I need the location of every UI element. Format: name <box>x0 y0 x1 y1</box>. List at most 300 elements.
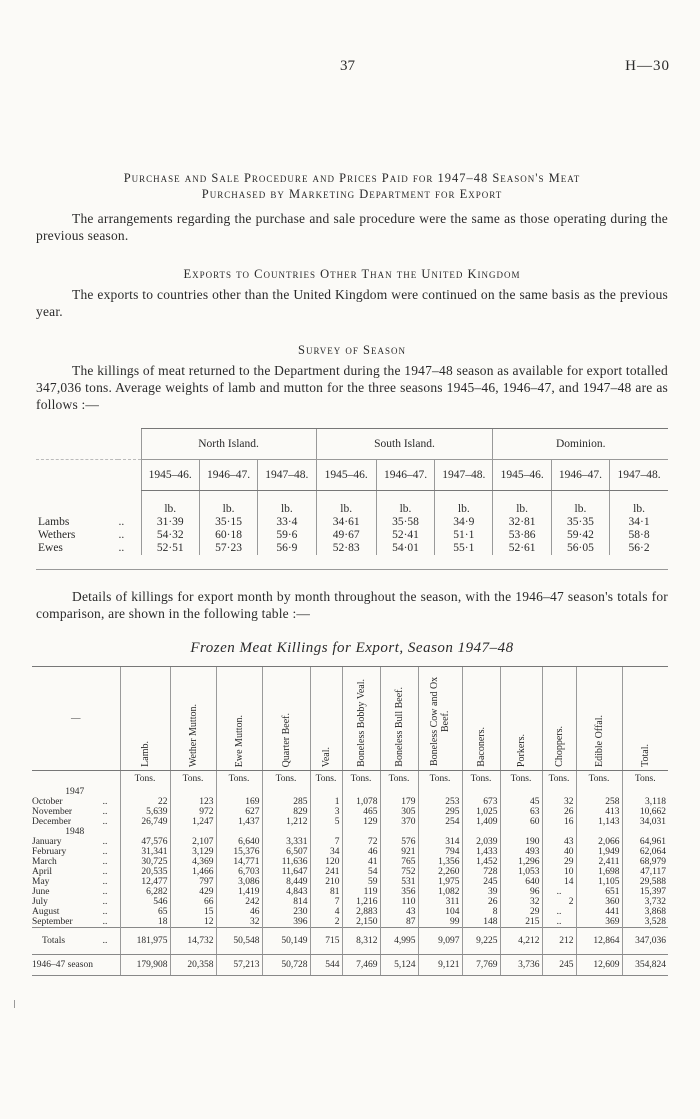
killing-value: 814 <box>262 897 310 907</box>
unit-label: Tons. <box>342 771 380 787</box>
leader-dots: .. <box>118 529 125 541</box>
column-header <box>262 667 310 771</box>
month-label-cell <box>32 867 120 877</box>
killing-value: 441 <box>576 907 622 917</box>
unit-label: lb. <box>493 491 551 517</box>
comparison-value: 12,609 <box>576 954 622 975</box>
column-wether-mutton: Wether Mutton. <box>187 703 199 767</box>
weights-row <box>36 542 668 555</box>
weight-value: 52·41 <box>376 529 434 542</box>
killing-value: 6,703 <box>216 867 262 877</box>
killing-value: 829 <box>262 807 310 817</box>
killing-value: 10 <box>542 867 576 877</box>
weights-row <box>36 529 668 542</box>
killing-value: 1,143 <box>576 817 622 827</box>
month-row <box>32 847 668 857</box>
month-label-cell <box>32 897 120 907</box>
leader-dots: .. <box>102 886 108 897</box>
killing-value: 210 <box>310 877 342 887</box>
column-total: Total. <box>639 744 651 767</box>
month-row <box>32 867 668 877</box>
comparison-value: 544 <box>310 954 342 975</box>
total-value: 4,995 <box>380 927 418 954</box>
year-header: 1946–47. <box>551 460 609 491</box>
killing-value: 30,725 <box>120 857 170 867</box>
unit-label: lb. <box>141 491 199 517</box>
killing-value: 3,868 <box>622 907 668 917</box>
killing-value: 29 <box>500 907 542 917</box>
unit-label: lb. <box>316 491 376 517</box>
killing-value: 311 <box>418 897 462 907</box>
killing-value: 31,341 <box>120 847 170 857</box>
unit-label: Tons. <box>418 771 462 787</box>
killing-value: 7 <box>310 897 342 907</box>
blank-cell <box>542 827 576 837</box>
killing-value: 1,433 <box>462 847 500 857</box>
killing-value: 10,662 <box>622 807 668 817</box>
column-boneless-bobby-veal: Boneless Bobby Veal. <box>355 679 367 767</box>
leader-dots: .. <box>102 935 108 946</box>
unit-label: lb. <box>376 491 434 517</box>
killing-value: 576 <box>380 837 418 847</box>
unit-label: Tons. <box>216 771 262 787</box>
blank-cell <box>380 787 418 797</box>
killing-value: 34,031 <box>622 817 668 827</box>
weight-value: 35·35 <box>551 516 609 529</box>
leader-dots: .. <box>102 916 108 927</box>
weight-value: 35·15 <box>199 516 257 529</box>
killing-value: 16 <box>542 817 576 827</box>
total-value: 181,975 <box>120 927 170 954</box>
killing-value: 2 <box>542 897 576 907</box>
killing-value: 1,975 <box>418 877 462 887</box>
unit-label: Tons. <box>500 771 542 787</box>
blank-cell <box>500 787 542 797</box>
month-row <box>32 857 668 867</box>
totals-label-cell <box>32 927 120 954</box>
unit-label: Tons. <box>120 771 170 787</box>
killing-value: 1,105 <box>576 877 622 887</box>
killing-value: 627 <box>216 807 262 817</box>
page-reference: H—30 <box>625 58 670 74</box>
killing-value: 1,949 <box>576 847 622 857</box>
column-header <box>500 667 542 771</box>
killing-value: 5,639 <box>120 807 170 817</box>
comparison-value: 7,469 <box>342 954 380 975</box>
year-header: 1947–48. <box>435 460 493 491</box>
unit-label: Tons. <box>462 771 500 787</box>
month-label: September <box>32 916 73 927</box>
killing-value: 46 <box>216 907 262 917</box>
killing-value: 1,053 <box>500 867 542 877</box>
year-header: 1946–47. <box>376 460 434 491</box>
year-label: 1948 <box>65 826 85 837</box>
month-label: November <box>32 806 73 817</box>
killing-value: 15,397 <box>622 887 668 897</box>
year-header: 1947–48. <box>610 460 668 491</box>
killing-value: 18 <box>120 917 170 928</box>
killing-value: 11,636 <box>262 857 310 867</box>
killing-value: 1,466 <box>170 867 216 877</box>
killing-value: 285 <box>262 797 310 807</box>
killing-value: 2,150 <box>342 917 380 928</box>
killing-value: 3,732 <box>622 897 668 907</box>
unit-label: lb. <box>610 491 668 517</box>
killing-value: 179 <box>380 797 418 807</box>
units-row <box>32 771 668 787</box>
killing-value: 752 <box>380 867 418 877</box>
month-label-cell <box>32 877 120 887</box>
killing-value: 66 <box>170 897 216 907</box>
killing-value: 1 <box>310 797 342 807</box>
weight-value: 33·4 <box>258 516 316 529</box>
weight-value: 51·1 <box>435 529 493 542</box>
killing-value: 46 <box>342 847 380 857</box>
killing-value: 921 <box>380 847 418 857</box>
column-boneless-cow-ox-beef: Boneless Cow and Ox Beef. <box>429 676 451 766</box>
year-header: 1947–48. <box>258 460 316 491</box>
month-row <box>32 877 668 887</box>
killing-value: 62,064 <box>622 847 668 857</box>
column-header <box>418 667 462 771</box>
killing-value: 3,118 <box>622 797 668 807</box>
month-row <box>32 807 668 817</box>
comparison-value: 3,736 <box>500 954 542 975</box>
killing-value: 493 <box>500 847 542 857</box>
unit-label: lb. <box>435 491 493 517</box>
group-dominion: Dominion. <box>493 429 668 460</box>
weight-value: 56·05 <box>551 542 609 555</box>
killing-value: 413 <box>576 807 622 817</box>
weight-value: 34·1 <box>610 516 668 529</box>
weight-value: 54·01 <box>376 542 434 555</box>
weight-value: 31·39 <box>141 516 199 529</box>
total-value: 212 <box>542 927 576 954</box>
margin-mark <box>14 1000 15 1008</box>
killing-value: 26 <box>542 807 576 817</box>
unit-label: Tons. <box>380 771 418 787</box>
month-label: August <box>32 906 60 917</box>
column-veal: Veal. <box>320 746 332 767</box>
killing-value: 465 <box>342 807 380 817</box>
killing-value: 2,066 <box>576 837 622 847</box>
heading-line-1: Purchase and Sale Procedure and Prices Paid for 1947–48 Season's Meat <box>123 171 581 185</box>
month-row <box>32 907 668 917</box>
blank-cell <box>120 787 170 797</box>
killing-value: 2,107 <box>170 837 216 847</box>
leader-dots: .. <box>102 796 108 807</box>
month-label: April <box>32 866 53 877</box>
leader-dots: .. <box>102 866 108 877</box>
killing-value: 4 <box>310 907 342 917</box>
killing-value: 253 <box>418 797 462 807</box>
killing-value: 45 <box>500 797 542 807</box>
weight-value: 52·61 <box>493 542 551 555</box>
row-label: Wethers <box>38 529 76 541</box>
column-porkers: Porkers. <box>515 733 527 767</box>
killing-value: 68,979 <box>622 857 668 867</box>
killing-value: 2,411 <box>576 857 622 867</box>
killings-header-row <box>32 667 668 771</box>
leader-dots: .. <box>102 836 108 847</box>
killing-value: 797 <box>170 877 216 887</box>
killing-value: 314 <box>418 837 462 847</box>
year-header: 1945–46. <box>141 460 199 491</box>
killing-value: 4,843 <box>262 887 310 897</box>
comparison-value: 245 <box>542 954 576 975</box>
killing-value: 1,409 <box>462 817 500 827</box>
weight-value: 59·6 <box>258 529 316 542</box>
column-header <box>310 667 342 771</box>
weight-value: 54·32 <box>141 529 199 542</box>
killing-value: 96 <box>500 887 542 897</box>
unit-label: lb. <box>258 491 316 517</box>
killing-value: 120 <box>310 857 342 867</box>
month-label: December <box>32 816 72 827</box>
killing-value: 41 <box>342 857 380 867</box>
killing-value: 32 <box>542 797 576 807</box>
killing-value: 640 <box>500 877 542 887</box>
row-label: Ewes <box>38 542 63 554</box>
column-header <box>576 667 622 771</box>
killing-value: 241 <box>310 867 342 877</box>
totals-label: Totals <box>42 935 66 946</box>
month-label-cell <box>32 837 120 847</box>
blank-cell <box>342 827 380 837</box>
blank-cell <box>622 787 668 797</box>
killing-value: 305 <box>380 807 418 817</box>
column-ewe-mutton: Ewe Mutton. <box>233 714 245 767</box>
year-header: 1946–47. <box>199 460 257 491</box>
year-label: 1947 <box>65 786 85 797</box>
weight-value: 52·51 <box>141 542 199 555</box>
month-label-cell <box>32 807 120 817</box>
total-value: 14,732 <box>170 927 216 954</box>
killing-value: 1,296 <box>500 857 542 867</box>
unit-label: Tons. <box>576 771 622 787</box>
column-header <box>216 667 262 771</box>
leader-dots: .. <box>102 856 108 867</box>
killing-value: 5 <box>310 817 342 827</box>
column-lamb: Lamb. <box>139 741 151 767</box>
killing-value: 794 <box>418 847 462 857</box>
killing-value: 63 <box>500 807 542 817</box>
killing-value: 3,528 <box>622 917 668 928</box>
killing-value: 29 <box>542 857 576 867</box>
killing-value: 242 <box>216 897 262 907</box>
killing-value: 3,086 <box>216 877 262 887</box>
month-row <box>32 837 668 847</box>
killing-value: 99 <box>418 917 462 928</box>
weight-value: 57·23 <box>199 542 257 555</box>
page-header <box>0 58 700 78</box>
killing-value: 59 <box>342 877 380 887</box>
blank-cell <box>120 827 170 837</box>
unit-label: Tons. <box>310 771 342 787</box>
blank-cell <box>170 787 216 797</box>
month-row <box>32 897 668 907</box>
killing-value: 258 <box>576 797 622 807</box>
month-label-cell <box>32 797 120 807</box>
killing-value: 651 <box>576 887 622 897</box>
month-label-cell <box>32 857 120 867</box>
killing-value: 728 <box>462 867 500 877</box>
exports-paragraph: The exports to countries other than the United Kingdom were continued on the same basis as the previous year. <box>36 287 668 319</box>
comparison-value: 9,121 <box>418 954 462 975</box>
total-value: 9,097 <box>418 927 462 954</box>
killing-value: 32 <box>216 917 262 928</box>
killing-value: 1,419 <box>216 887 262 897</box>
killing-value: 47,576 <box>120 837 170 847</box>
comparison-label: 1946–47 season <box>32 954 120 975</box>
killing-value: 3,331 <box>262 837 310 847</box>
killings-table <box>32 666 668 976</box>
killing-value: 429 <box>170 887 216 897</box>
killings-rows <box>32 771 668 976</box>
column-header <box>622 667 668 771</box>
total-value: 9,225 <box>462 927 500 954</box>
killing-value: 370 <box>380 817 418 827</box>
leader-dots: .. <box>102 846 108 857</box>
blank-cell <box>262 827 310 837</box>
leader-dots: .. <box>118 542 125 554</box>
blank-cell <box>418 787 462 797</box>
killing-value: 1,212 <box>262 817 310 827</box>
blank-cell <box>262 787 310 797</box>
blank-cell <box>310 827 342 837</box>
year-header: 1945–46. <box>316 460 376 491</box>
killing-value: 1,437 <box>216 817 262 827</box>
killing-value: 369 <box>576 917 622 928</box>
killing-value: 765 <box>380 857 418 867</box>
section-heading-survey: Survey of Season <box>298 343 406 357</box>
killing-value: .. <box>542 917 576 928</box>
killing-value: 87 <box>380 917 418 928</box>
month-label-cell <box>32 817 120 827</box>
killing-value: 123 <box>170 797 216 807</box>
weights-row <box>36 516 668 529</box>
killing-value: 360 <box>576 897 622 907</box>
weight-value: 59·42 <box>551 529 609 542</box>
killing-value: 26,749 <box>120 817 170 827</box>
row-label: Lambs <box>38 516 70 528</box>
column-quarter-beef: Quarter Beef. <box>280 712 292 767</box>
blank-cell <box>170 827 216 837</box>
column-header <box>120 667 170 771</box>
month-label-cell <box>32 917 120 928</box>
total-value: 50,149 <box>262 927 310 954</box>
killing-value: 2,883 <box>342 907 380 917</box>
month-label: October <box>32 796 63 807</box>
killing-value: 15 <box>170 907 216 917</box>
weight-value: 58·8 <box>610 529 668 542</box>
killing-value: 65 <box>120 907 170 917</box>
total-value: 347,036 <box>622 927 668 954</box>
average-weights-table <box>36 428 668 570</box>
month-row <box>32 887 668 897</box>
killing-value: 12,477 <box>120 877 170 887</box>
comparison-value: 179,908 <box>120 954 170 975</box>
killing-value: 54 <box>342 867 380 877</box>
killing-value: 6,640 <box>216 837 262 847</box>
month-row <box>32 817 668 827</box>
leader-dots: .. <box>102 896 108 907</box>
comparison-value: 354,824 <box>622 954 668 975</box>
killing-value: 12 <box>170 917 216 928</box>
total-value: 4,212 <box>500 927 542 954</box>
killing-value: 26 <box>462 897 500 907</box>
killing-value: 14,771 <box>216 857 262 867</box>
killing-value: 8,449 <box>262 877 310 887</box>
year-header: 1945–46. <box>493 460 551 491</box>
month-label-cell <box>32 887 120 897</box>
killing-value: 673 <box>462 797 500 807</box>
column-header <box>170 667 216 771</box>
killing-value: 295 <box>418 807 462 817</box>
killing-value: 47,117 <box>622 867 668 877</box>
month-label: July <box>32 896 48 907</box>
blank-cell <box>462 787 500 797</box>
year-row <box>32 827 668 837</box>
killing-value: 15,376 <box>216 847 262 857</box>
group-north-island: North Island. <box>141 429 316 460</box>
killing-value: 2,039 <box>462 837 500 847</box>
column-choppers: Choppers. <box>553 726 565 767</box>
killing-value: 230 <box>262 907 310 917</box>
month-row <box>32 917 668 928</box>
blank-cell <box>418 827 462 837</box>
details-paragraph: Details of killings for export month by month throughout the season, with the 1946–47 season's totals for comparison, are shown in the following table :— <box>36 589 668 621</box>
weight-value: 32·81 <box>493 516 551 529</box>
killing-value: 245 <box>462 877 500 887</box>
comparison-value: 20,358 <box>170 954 216 975</box>
comparison-value: 5,124 <box>380 954 418 975</box>
month-label-cell <box>32 907 120 917</box>
killing-value: 215 <box>500 917 542 928</box>
killing-value: 22 <box>120 797 170 807</box>
leader-dots: .. <box>102 806 108 817</box>
weight-value: 34·9 <box>435 516 493 529</box>
month-label: June <box>32 886 50 897</box>
month-row <box>32 797 668 807</box>
killing-value: 1,356 <box>418 857 462 867</box>
killing-value: 1,025 <box>462 807 500 817</box>
killing-value: 40 <box>542 847 576 857</box>
killing-value: 396 <box>262 917 310 928</box>
unit-label: lb. <box>199 491 257 517</box>
killing-value: 43 <box>542 837 576 847</box>
killing-value: 119 <box>342 887 380 897</box>
blank-cell <box>216 827 262 837</box>
purchase-paragraph: The arrangements regarding the purchase and sale procedure were the same as those operating during the previous season. <box>36 211 668 243</box>
killing-value: 3,129 <box>170 847 216 857</box>
killing-value: 1,452 <box>462 857 500 867</box>
month-label: May <box>32 876 50 887</box>
killing-value: 72 <box>342 837 380 847</box>
section-heading-exports: Exports to Countries Other Than the United Kingdom <box>183 267 521 281</box>
killing-value: 1,078 <box>342 797 380 807</box>
killing-value: 1,082 <box>418 887 462 897</box>
group-south-island: South Island. <box>316 429 493 460</box>
comparison-value: 7,769 <box>462 954 500 975</box>
weight-value: 52·83 <box>316 542 376 555</box>
weight-value: 34·61 <box>316 516 376 529</box>
killing-value: 11,647 <box>262 867 310 877</box>
killing-value: 4,369 <box>170 857 216 867</box>
total-value: 12,864 <box>576 927 622 954</box>
killing-value: 129 <box>342 817 380 827</box>
unit-label: Tons. <box>542 771 576 787</box>
